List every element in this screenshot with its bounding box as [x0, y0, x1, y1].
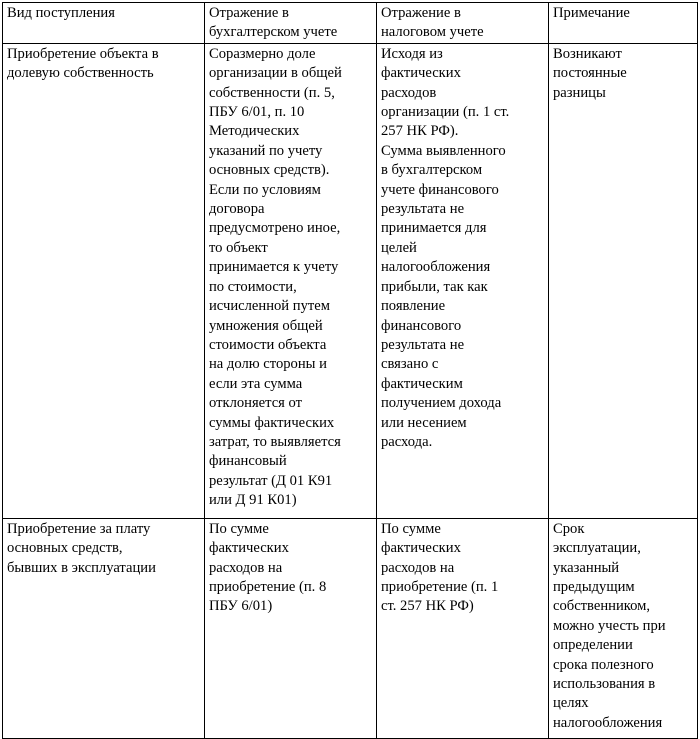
header-receipt-type: Вид поступления: [3, 3, 205, 44]
cell-tax-reflection: Исходя из фактических расходов организации (п. 1 ст. 257 НК РФ). Сумма выявленного в бухгалтерском учете финансового результата не принимается для целей налогообложения прибыли, так как появление финансового результата не связано с фактическим получением дохода или несением расхода.: [377, 43, 549, 518]
cell-accounting-reflection: Соразмерно доле организации в общей собственности (п. 5, ПБУ 6/01, п. 10 Методических указаний по учету основных средств). Если по условиям договора предусмотрено иное, то объект принимается к учету по стоимости, исчисленной путем умножения общей стоимости объекта на долю стороны и если эта сумма отклоняется от суммы фактических затрат, то выявляется финансовый результат (Д 01 К91 или Д 91 К01): [205, 43, 377, 518]
cell-note: Возникают постоянные разницы: [549, 43, 698, 518]
fixed-assets-receipt-table: [2, 2, 698, 739]
cell-receipt-type: Приобретение за плату основных средств, бывших в эксплуатации: [3, 518, 205, 738]
table-row: [3, 518, 698, 738]
cell-receipt-type: Приобретение объекта в долевую собственность: [3, 43, 205, 518]
cell-note: Срок эксплуатации, указанный предыдущим собственником, можно учесть при определении срока полезного использования в целях налогообложения: [549, 518, 698, 738]
header-accounting-reflection: Отражение в бухгалтерском учете: [205, 3, 377, 44]
cell-tax-reflection: По сумме фактических расходов на приобретение (п. 1 ст. 257 НК РФ): [377, 518, 549, 738]
header-note: Примечание: [549, 3, 698, 44]
table-header-row: [3, 3, 698, 44]
header-tax-reflection: Отражение в налоговом учете: [377, 3, 549, 44]
cell-accounting-reflection: По сумме фактических расходов на приобретение (п. 8 ПБУ 6/01): [205, 518, 377, 738]
table-row: [3, 43, 698, 518]
